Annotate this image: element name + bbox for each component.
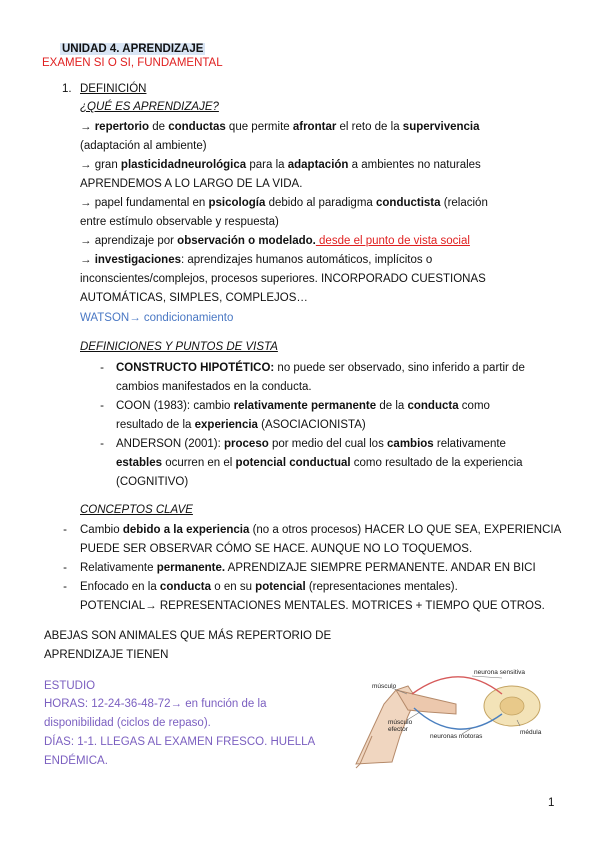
paragraph-psicologia-line2: entre estímulo observable y respuesta): [80, 216, 279, 228]
section-heading: DEFINICIÓN: [80, 83, 147, 95]
definition-coon-line2: resultado de la experiencia (ASOCIACIONISTA): [116, 419, 366, 431]
concept-experiencia-line2: PUEDE SER OBSERVAR CÓMO SE HACE. AUNQUE NO LO TOQUEMOS.: [80, 543, 473, 555]
bullet-dash: -: [63, 562, 67, 574]
concept-experiencia: Cambio debido a la experiencia (no a otros procesos) HACER LO QUE SEA, EXPERIENCIA: [80, 524, 562, 536]
study-hours-line2: disponibilidad (ciclos de repaso).: [44, 717, 211, 729]
spinal-gray-matter: [500, 697, 524, 715]
bullet-dash: -: [63, 581, 67, 593]
watson-note: WATSON→ condicionamiento: [80, 312, 234, 324]
label-sensory-neuron: neurona sensitiva: [474, 669, 525, 676]
key-concepts-heading: CONCEPTOS CLAVE: [80, 504, 193, 516]
definition-anderson: ANDERSON (2001): proceso por medio del cual los cambios relativamente: [116, 438, 506, 450]
concept-permanente: Relativamente permanente. APRENDIZAJE SIEMPRE PERMANENTE. ANDAR EN BICI: [80, 562, 536, 574]
exam-note: EXAMEN SI O SI, FUNDAMENTAL: [42, 57, 223, 69]
paragraph-repertorio: → repertorio de conductas que permite afrontar el reto de la supervivencia: [80, 121, 480, 133]
definition-anderson-line2: estables ocurren en el potencial conductual como resultado de la experiencia: [116, 457, 523, 469]
study-days-line2: ENDÉMICA.: [44, 755, 108, 767]
label-effector: efector: [388, 726, 408, 733]
paragraph-psicologia: → papel fundamental en psicología debido al paradigma conductista (relación: [80, 197, 488, 209]
definition-coon: COON (1983): cambio relativamente permanente de la conducta como: [116, 400, 490, 412]
section-subheading: ¿QUÉ ES APRENDIZAJE?: [80, 101, 219, 113]
page-number: 1: [548, 797, 555, 809]
concept-conducta: Enfocado en la conducta o en su potencial (representaciones mentales).: [80, 581, 458, 593]
paragraph-plasticidad: → gran plasticidadneurológica para la adaptación a ambientes no naturales: [80, 159, 481, 171]
definitions-heading: DEFINICIONES Y PUNTOS DE VISTA: [80, 341, 278, 353]
paragraph-investigaciones: → investigaciones: aprendizajes humanos automáticos, implícitos o: [80, 254, 433, 266]
bullet-dash: -: [100, 362, 104, 374]
bullet-dash: -: [100, 400, 104, 412]
label-effector-muscle: músculo: [388, 719, 413, 726]
reflex-arc-figure: [352, 664, 552, 772]
paragraph-investigaciones-line3: AUTOMÁTICAS, SIMPLES, COMPLEJOS…: [80, 292, 308, 304]
bees-note-line1: ABEJAS SON ANIMALES QUE MÁS REPERTORIO DE: [44, 630, 332, 642]
definition-anderson-line3: (COGNITIVO): [116, 476, 189, 488]
bees-note-line2: APRENDIZAJE TIENEN: [44, 649, 169, 661]
bullet-dash: -: [63, 524, 67, 536]
study-hours: HORAS: 12-24-36-48-72→ en función de la: [44, 698, 267, 710]
unit-title: UNIDAD 4. APRENDIZAJE: [62, 43, 204, 55]
definition-constructo: CONSTRUCTO HIPOTÉTICO: no puede ser observado, sino inferido a partir de: [116, 362, 525, 374]
bullet-dash: -: [100, 438, 104, 450]
paragraph-investigaciones-line2: inconscientes/complejos, procesos superiores. INCORPORADO CUESTIONAS: [80, 273, 486, 285]
study-heading: ESTUDIO: [44, 680, 96, 692]
paragraph-observacion: → aprendizaje por observación o modelado. desde el punto de vista social: [80, 235, 470, 247]
paragraph-plasticidad-line2: APRENDEMOS A LO LARGO DE LA VIDA.: [80, 178, 303, 190]
label-spinal-cord: médula: [520, 729, 542, 736]
sensory-neuron: [412, 677, 502, 694]
paragraph-repertorio-line2: (adaptación al ambiente): [80, 140, 207, 152]
study-days: DÍAS: 1-1. LLEGAS AL EXAMEN FRESCO. HUELLA: [44, 736, 316, 748]
label-motor-neurons: neuronas motoras: [430, 733, 483, 740]
concept-conducta-line2: POTENCIAL→ REPRESENTACIONES MENTALES. MOTRICES + TIEMPO QUE OTROS.: [80, 600, 545, 612]
label-muscle: músculo: [372, 683, 397, 690]
definition-constructo-line2: cambios manifestados en la conducta.: [116, 381, 312, 393]
section-number: 1.: [62, 83, 72, 95]
